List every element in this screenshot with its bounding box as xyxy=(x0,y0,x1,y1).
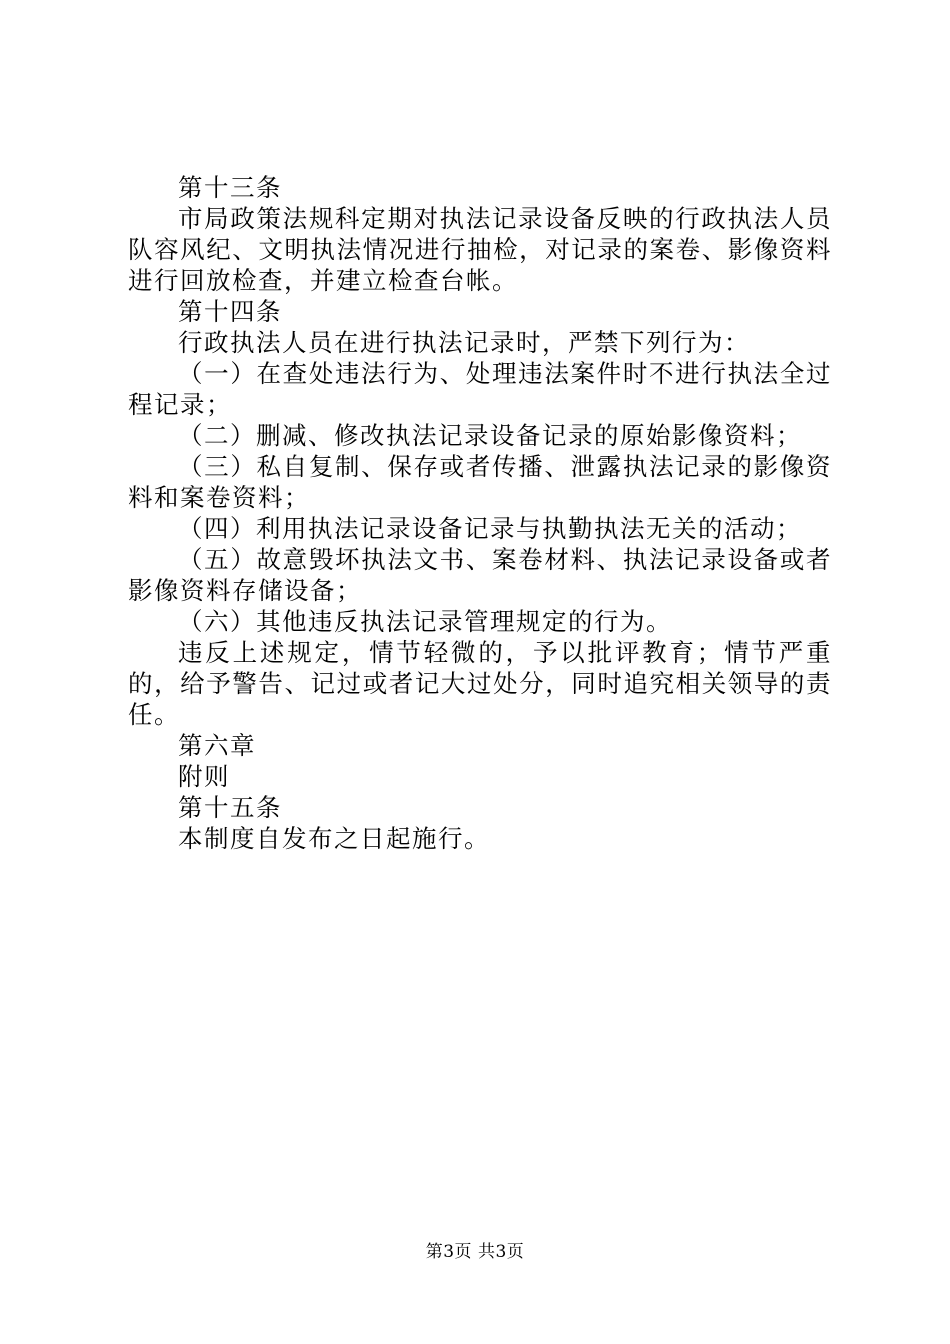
article-heading-13: 第十三条 xyxy=(178,173,282,202)
list-item-6: （六）其他违反执法记录管理规定的行为。 xyxy=(178,607,672,636)
chapter-title-supplementary: 附则 xyxy=(178,762,230,791)
page-footer xyxy=(0,1242,950,1262)
paragraph-penalty: 违反上述规定，情节轻微的，予以批评教育；情节严重的，给予警告、记过或者记大过处分，同时追究相关领导的责任。 xyxy=(128,638,832,729)
document-body xyxy=(128,172,832,854)
article-heading-14: 第十四条 xyxy=(178,297,282,326)
paragraph-effective: 本制度自发布之日起施行。 xyxy=(178,824,490,853)
list-item-2: （二）删减、修改执法记录设备记录的原始影像资料； xyxy=(178,421,802,450)
article-heading-15: 第十五条 xyxy=(178,793,282,822)
list-item-3: （三）私自复制、保存或者传播、泄露执法记录的影像资料和案卷资料； xyxy=(128,452,832,512)
chapter-heading-6: 第六章 xyxy=(178,731,256,760)
page-number-label: 第3页 共3页 xyxy=(425,1242,525,1262)
paragraph-prohibited-intro: 行政执法人员在进行执法记录时，严禁下列行为： xyxy=(178,328,750,357)
list-item-4: （四）利用执法记录设备记录与执勤执法无关的活动； xyxy=(178,514,802,543)
list-item-1: （一）在查处违法行为、处理违法案件时不进行执法全过程记录； xyxy=(128,359,832,419)
paragraph-inspection: 市局政策法规科定期对执法记录设备反映的行政执法人员队容风纪、文明执法情况进行抽检，对记录的案卷、影像资料进行回放检查，并建立检查台帐。 xyxy=(128,204,832,295)
list-item-5: （五）故意毁坏执法文书、案卷材料、执法记录设备或者影像资料存储设备； xyxy=(128,545,832,605)
